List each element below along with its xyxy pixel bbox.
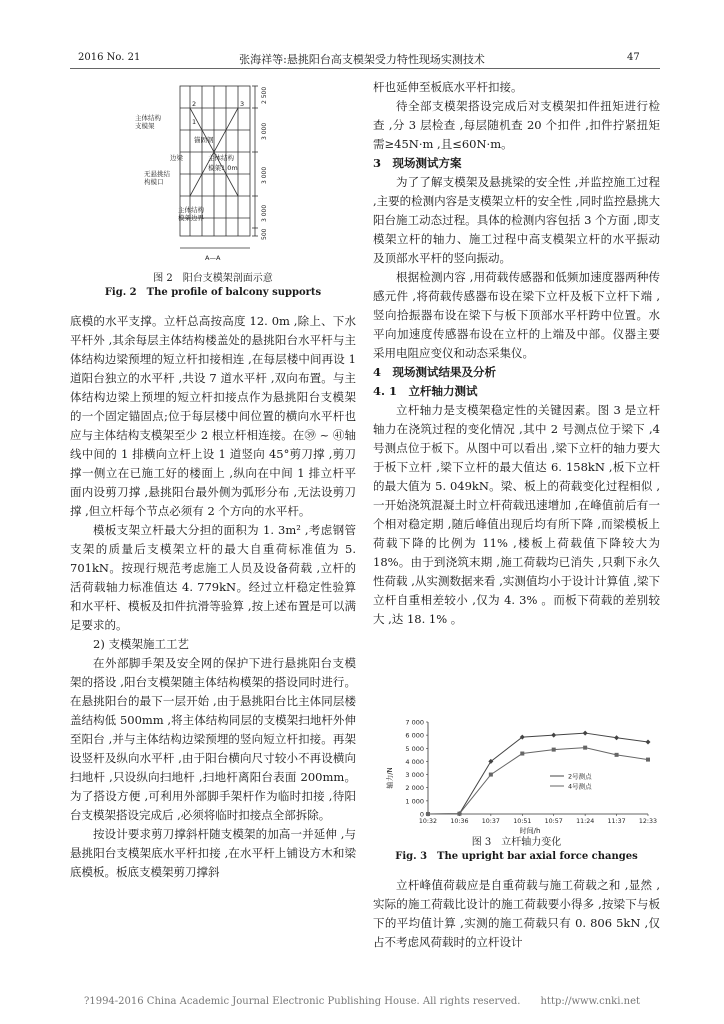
right-paragraph-1: 杆也延伸至板底水平杆扣接。 <box>373 80 523 94</box>
chart-point <box>646 758 650 762</box>
chart-point <box>615 753 619 757</box>
fig2-dim-mid1: 3 000 <box>261 122 268 140</box>
fig2-dim-mid2: 3 000 <box>261 166 268 184</box>
fig2-label-support-bottom: 模架边界 <box>178 214 204 222</box>
chart-y-tick-label: 3 000 <box>405 771 424 780</box>
chart-x-tick-label: 10:51 <box>513 818 532 825</box>
left-paragraph-1: 底模的水平支撑。立杆总高按高度 12. 0m ,除上、下水平杆外 ,其余每层主体结构楼盖处的悬挑阳台水平杆与主体结构边梁预埋的短立杆扣接相连 ,在每层楼中间再设 1 道阳台独立的水平杆 ,共设 7 道水平杆 ,双向布置。与主体结构边梁上预埋的短立杆扣接点作为悬挑阳台支模架的一个固定锚固点;位于每层楼中间位置的横向水平杆也应与主体结构支模架至少 2 根立杆相连接。在㊴ ~ ㊶轴线中间的 1 排横向立杆上设 1 道竖向 45°剪刀撑 ,剪刀撑一侧立在已施工好的楼面上 ,纵向在中间 1 排立杆平面内设剪刀撑 ,悬挑阳台最外侧为弧形分布 ,无法设剪刀撑 ,但立杆每个节点必须有 2 个方向的水平杆。 <box>70 314 356 518</box>
fig2-label-2: 2 <box>192 100 197 108</box>
chart-y-tick-label: 4 000 <box>405 757 424 766</box>
figure-2-caption-en: Fig. 2 The profile of balcony supports <box>104 287 322 298</box>
left-paragraph-2: 模板支架立杆最大分担的面积为 1. 3m² ,考虑钢管支架的质量后支模架立杆的最大自重荷标准值为 5. 701kN。按现行规范考虑施工人员及设备荷载 ,立杆的活荷载轴力标准值达 4. 779kN。经过立杆稳定性验算和水平杆、模板及扣件抗滑等验算 ,按上述布置是可以满足要求的。 <box>70 523 356 632</box>
right-paragraph-4: 根据检测内容 ,用荷载传感器和低频加速度器两种传感元件 ,将荷载传感器布设在梁下立杆及板下立杆下端 ,竖向拾振器布设在梁下与板下顶部水平杆跨中位置。水平向加速度传感器布设在立杆的上端及中部。仪器主要采用电阻应变仪和动态采集仪。 <box>373 270 660 360</box>
fig2-label-side-beam: 边梁 <box>170 154 183 162</box>
figure-3-caption-cn: 图 3 立杆轴力变化 <box>471 837 562 848</box>
chart-series-line <box>428 748 648 814</box>
chart-x-tick-label: 11:24 <box>576 818 595 825</box>
chart-point <box>520 752 524 756</box>
chart-x-tick-label: 10:57 <box>544 818 563 825</box>
running-title: 张海祥等:悬挑阳台高支模架受力特性现场实测技术 <box>239 53 485 66</box>
chart-series-line <box>428 733 648 814</box>
section-3-heading: 3 现场测试方案 <box>373 156 462 170</box>
figure-3-caption <box>373 836 660 864</box>
right-paragraph-6: 立杆峰值荷载应是自重荷载与施工荷载之和 ,显然 ,实际的施工荷载比设计的施工荷载要小得多 ,按梁下与板下的平均值计算 ,实测的施工荷载只有 0. 806 5kN ,仅占不考虑风荷载时的立杆设计 <box>373 878 660 949</box>
fig2-label-anchor: 锚固钢 <box>194 136 214 144</box>
chart-point <box>551 733 556 738</box>
fig2-label-1: 1 <box>192 118 197 126</box>
chart-legend-label: 2号测点 <box>568 772 592 781</box>
chart-y-tick-label: 1 000 <box>405 797 424 806</box>
chart-x-tick-label: 11:37 <box>607 818 626 825</box>
figure-3-chart <box>380 716 658 836</box>
right-paragraph-5: 立杆轴力是支模架稳定性的关键因素。图 3 是立杆轴力在浇筑过程的变化情况 ,其中 2 号测点位于梁下 ,4 号测点位于板下。从图中可以看出 ,梁下立杆的轴力要大于板下立杆 ,梁下立杆的最大值达 6. 158kN ,板下立杆的最大值为 5. 049kN。梁、板上的荷载变化过程相似 ,一开始浇筑混凝土时立杆荷载迅速增加 ,在峰值前后有一个相对稳定期 ,随后峰值出现后均有所下降 ,而梁模板上荷载下降的比例为 11% ,楼板上荷载值下降较大为 18%。由于到浇筑末期 ,施工荷载均已消失 ,只剩下永久性荷载 ,从实测数据来看 ,实测值均小于设计计算值 ,梁下立杆自重相差较小 ,仅为 4. 3% 。而板下荷载的差别较大 ,达 18. 1% 。 <box>373 403 660 626</box>
chart-point <box>583 731 588 736</box>
left-paragraph-3: 在外部脚手架及安全网的保护下进行悬挑阳台支模架的搭设 ,阳台支模架随主体结构模架的搭设同时进行。在悬挑阳台的最下一层开始 ,由于悬挑阳台比主体同层楼盖结构低 500mm ,将主体结构同层的支模架扫地杆外伸至阳台 ,并与主体结构边梁预埋的竖向短立杆扣接。再架设竖杆及纵向水平杆 ,由于阳台横向尺寸较小不再设横向扫地杆 ,只设纵向扫地杆 ,扫地杆离阳台表面 200mm。为了搭设方便 ,可利用外部脚手架杆作为临时扣接 ,待阳台支模架搭设完成后 ,必须将临时扣接点全部拆除。 <box>70 656 356 822</box>
copyright-footer: ?1994-2016 China Academic Journal Electronic Publishing House. All rights reserved. http://www.cnki.net <box>83 996 640 1007</box>
chart-point <box>457 812 461 816</box>
chart-y-tick-label: 6 000 <box>405 731 424 740</box>
chart-xlabel: 时间/h <box>519 827 541 835</box>
section-4-heading: 4 现场测试结果及分析 <box>373 365 497 379</box>
page-number: 47 <box>627 52 640 63</box>
figure-2-caption <box>70 272 356 300</box>
chart-point <box>646 739 651 744</box>
header-rule <box>70 68 660 69</box>
fig2-label-main-bottom: 主体结构 <box>178 206 204 214</box>
fig2-label-cantilever-1: 无悬挑结 <box>144 170 170 178</box>
section-4-1-heading: 4. 1 立杆轴力测试 <box>373 384 478 398</box>
chart-ylabel: 轴力/N <box>386 767 394 789</box>
right-column-bottom <box>373 876 660 952</box>
fig2-dim-bottom: 500 <box>261 228 268 240</box>
fig2-label-3: 3 <box>240 100 245 108</box>
chart-y-tick-label: 5 000 <box>405 744 424 753</box>
left-subheading: 2) 支模架施工工艺 <box>93 637 189 651</box>
right-paragraph-3: 为了了解支模架及悬挑梁的安全性 ,并监控施工过程 ,主要的检测内容是支模架立杆的安全性 ,同时监控悬挑大阳台施工动态过程。具体的检测内容包括 3 个方面 ,即支模架立杆的轴力、施工过程中高支模架立杆的水平振动及顶部水平杆的竖向振动。 <box>373 175 660 265</box>
chart-point <box>614 735 619 740</box>
chart-legend-label: 4号测点 <box>568 782 592 791</box>
fig2-dim-top: 2 500 <box>261 86 268 104</box>
left-paragraph-4: 按设计要求剪刀撑斜杆随支模架的加高一并延伸 ,与悬挑阳台支模架底水平杆扣接 ,在水平杆上铺设方木和梁底模板。板底支模架剪刀撑斜 <box>70 827 356 879</box>
chart-x-tick-label: 10:36 <box>450 818 469 825</box>
chart-point <box>552 748 556 752</box>
fig2-label-cantilever-2: 构模口 <box>144 178 164 186</box>
chart-point <box>426 812 430 816</box>
fig2-label-reserve: 模架1.0m <box>208 164 238 172</box>
chart-y-tick-label: 2 000 <box>405 784 424 793</box>
figure-2-caption-cn: 图 2 阳台支模架剖面示意 <box>153 273 273 284</box>
figure-3-caption-en: Fig. 3 The upright bar axial force changes <box>395 851 638 862</box>
fig2-label-support: 支模架 <box>135 122 155 130</box>
chart-y-tick-label: 0 <box>419 810 424 819</box>
fig2-label-main-frame: 主体结构 <box>208 154 234 162</box>
right-column <box>373 78 660 629</box>
chart-x-tick-label: 10:37 <box>481 818 500 825</box>
fig2-section-label: A—A <box>205 254 221 262</box>
chart-x-tick-label: 12:33 <box>638 818 658 825</box>
fig2-label-main-top: 主体结构 <box>135 114 161 122</box>
chart-x-tick-label: 10:32 <box>418 818 438 825</box>
right-paragraph-2: 待全部支模架搭设完成后对支模架扣件扭矩进行检查 ,分 3 层检查 ,每层随机查 20 个扣件 ,扣件拧紧扭矩需≥45N·m ,且≤60N·m。 <box>373 99 660 151</box>
chart-point <box>489 773 493 777</box>
fig2-dim-low: 3 000 <box>261 204 268 222</box>
issue-label: 2016 No. 21 <box>78 52 141 63</box>
left-column <box>70 312 356 882</box>
figure-2-diagram <box>130 78 290 268</box>
chart-y-tick-label: 7 000 <box>405 718 424 727</box>
chart-point <box>583 746 587 750</box>
